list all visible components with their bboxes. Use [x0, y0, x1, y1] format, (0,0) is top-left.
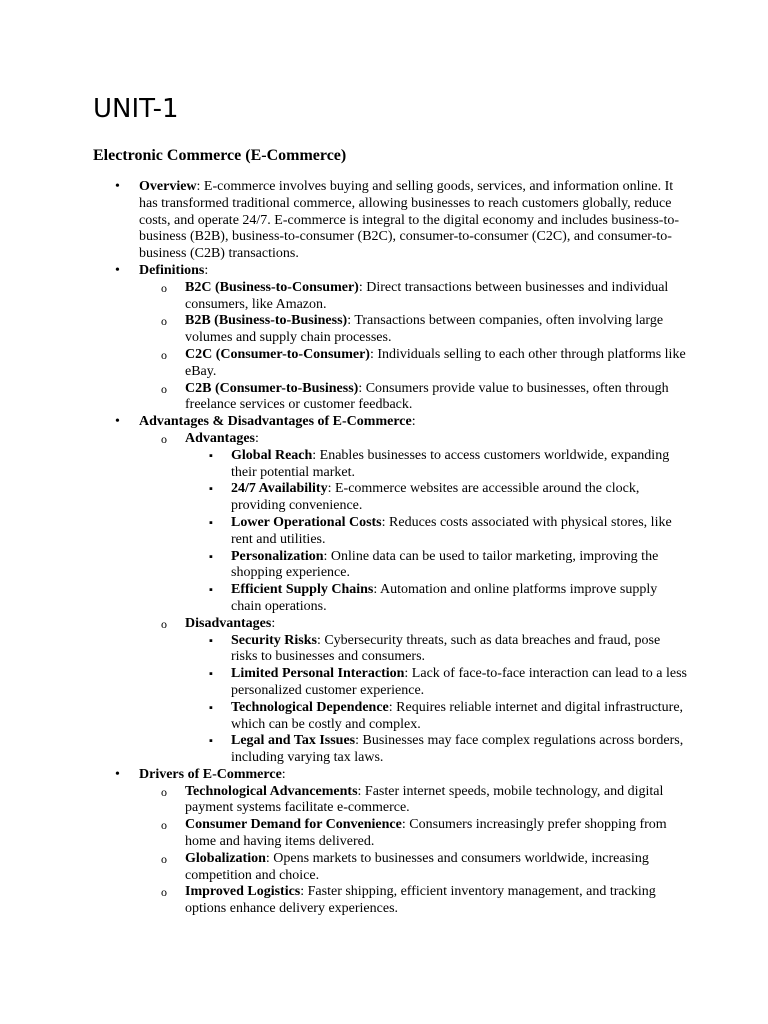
advantage-text: : Reduces costs associated with physical stores, like rent and utilities. [231, 514, 672, 547]
colon: : [411, 414, 416, 430]
colon: : [204, 262, 209, 278]
advantages-term: Advantages [185, 430, 256, 446]
definition-text: : Transactions between companies, often involving large volumes and supply chain processes. [185, 313, 664, 346]
list-item-overview [93, 179, 688, 263]
colon: : [271, 615, 276, 631]
square-bullet-marker: ▪ [209, 550, 213, 563]
square-bullet-marker: ▪ [209, 516, 213, 529]
bullet-marker: • [115, 262, 120, 278]
advantage-term: Lower Operational Costs [231, 514, 382, 530]
disadvantage-item [185, 666, 688, 700]
sub-bullet-marker: o [161, 381, 167, 396]
disadvantage-item [185, 633, 688, 667]
disadvantages-list [185, 633, 688, 767]
advantage-item [185, 448, 688, 482]
disadvantages-term: Disadvantages [185, 615, 272, 631]
colon: : [281, 766, 286, 782]
driver-text: : Opens markets to businesses and consumers worldwide, increasing competition and choice. [185, 850, 649, 883]
square-bullet-marker: ▪ [209, 668, 213, 681]
bullet-marker: • [115, 414, 120, 430]
sub-bullet-marker: o [161, 818, 167, 833]
driver-item [139, 784, 688, 818]
sub-bullet-marker: o [161, 314, 167, 329]
list-item-definitions [93, 263, 688, 414]
definition-term: C2B (Consumer-to-Business) [185, 380, 359, 396]
overview-term: Overview [139, 179, 197, 194]
advantage-item [185, 515, 688, 549]
driver-item [139, 884, 688, 918]
driver-term: Globalization [185, 850, 266, 866]
main-bullet-list [93, 179, 688, 918]
driver-item [139, 851, 688, 885]
advantage-text: : E-commerce websites are accessible around the clock, providing convenience. [231, 481, 640, 514]
definition-text: : Individuals selling to each other through platforms like eBay. [185, 346, 686, 379]
section-heading: Electronic Commerce (E-Commerce) [93, 147, 347, 164]
disadvantage-text: : Businesses may face complex regulations across borders, including varying tax laws. [231, 733, 684, 766]
driver-term: Improved Logistics [185, 884, 301, 900]
driver-text: : Faster shipping, efficient inventory management, and tracking options enhance delivery experiences. [185, 884, 656, 917]
sub-bullet-marker: o [161, 784, 167, 799]
driver-term: Consumer Demand for Convenience [185, 817, 402, 833]
square-bullet-marker: ▪ [209, 584, 213, 597]
disadvantage-text: : Cybersecurity threats, such as data breaches and fraud, pose risks to businesses and consumers. [231, 632, 661, 665]
bullet-marker: • [115, 179, 120, 194]
drivers-list [139, 784, 688, 918]
disadvantages-item [139, 616, 688, 767]
colon: : [255, 430, 259, 446]
definition-item-c2b [139, 381, 688, 415]
disadvantage-text: : Lack of face-to-face interaction can lead to a less personalized customer experience. [231, 666, 687, 698]
driver-term: Technological Advancements [185, 783, 358, 799]
advantage-item [185, 549, 688, 583]
advantage-text: : Enables businesses to access customers worldwide, expanding their potential market. [231, 447, 670, 480]
unit-title: UNIT-1 [93, 94, 179, 124]
adv-dis-term: Advantages & Disadvantages of E-Commerce [139, 414, 412, 430]
driver-item [139, 817, 688, 851]
definitions-term: Definitions [139, 262, 205, 278]
bullet-marker: • [115, 766, 120, 782]
driver-text: : Faster internet speeds, mobile technology, and digital payment systems facilitate e-commerce. [185, 783, 664, 816]
driver-text: : Consumers increasingly prefer shopping from home and having items delivered. [185, 817, 667, 850]
drivers-term: Drivers of E-Commerce [139, 766, 282, 782]
disadvantage-item [185, 700, 688, 734]
definition-item-b2c [139, 280, 688, 314]
advantages-item [139, 431, 688, 616]
definition-term: B2B (Business-to-Business) [185, 313, 348, 329]
square-bullet-marker: ▪ [209, 735, 213, 748]
list-item-advantages-disadvantages [93, 414, 688, 767]
advantage-text: : Automation and online platforms improve supply chain operations. [231, 582, 658, 614]
overview-text: : E-commerce involves buying and selling goods, services, and information online. It has transformed traditional commerce, allowing businesses to reach customers globally, reduce costs, and operate 24/7. E-commerce is integral to the digital economy and includes business-to-business (B2B), business-to-consumer (B2C), consumer-to-consumer (C2C), and consumer-to-business (C2B) transactions. [139, 179, 680, 262]
disadvantage-term: Technological Dependence [231, 699, 389, 715]
sub-bullet-marker: o [161, 347, 167, 362]
square-bullet-marker: ▪ [209, 634, 213, 647]
disadvantage-item [185, 733, 688, 767]
list-item-drivers [93, 767, 688, 918]
definition-term: B2C (Business-to-Consumer) [185, 279, 359, 295]
disadvantage-text: : Requires reliable internet and digital infrastructure, which can be costly and complex. [231, 699, 684, 732]
sub-bullet-marker: o [161, 280, 167, 295]
sub-bullet-marker: o [161, 431, 167, 446]
adv-dis-list [139, 431, 688, 767]
advantage-term: 24/7 Availability [231, 481, 328, 497]
sub-bullet-marker: o [161, 885, 167, 900]
definition-item-c2c [139, 347, 688, 381]
definitions-list [139, 280, 688, 414]
advantage-item [185, 481, 688, 515]
square-bullet-marker: ▪ [209, 483, 213, 496]
definition-term: C2C (Consumer-to-Consumer) [185, 346, 370, 362]
square-bullet-marker: ▪ [209, 449, 213, 462]
advantage-item [185, 582, 688, 616]
definition-item-b2b [139, 313, 688, 347]
advantages-list [185, 448, 688, 616]
disadvantage-term: Limited Personal Interaction [231, 666, 405, 682]
advantage-term: Global Reach [231, 447, 313, 463]
definition-text: : Consumers provide value to businesses, often through freelance services or customer feedback. [185, 380, 669, 413]
square-bullet-marker: ▪ [209, 701, 213, 714]
definition-text: : Direct transactions between businesses and individual consumers, like Amazon. [185, 279, 669, 312]
sub-bullet-marker: o [161, 851, 167, 866]
advantage-term: Personalization [231, 548, 324, 564]
advantage-term: Efficient Supply Chains [231, 582, 374, 598]
disadvantage-term: Security Risks [231, 632, 317, 648]
sub-bullet-marker: o [161, 616, 167, 631]
advantage-text: : Online data can be used to tailor marketing, improving the shopping experience. [231, 548, 659, 581]
disadvantage-term: Legal and Tax Issues [231, 733, 356, 749]
